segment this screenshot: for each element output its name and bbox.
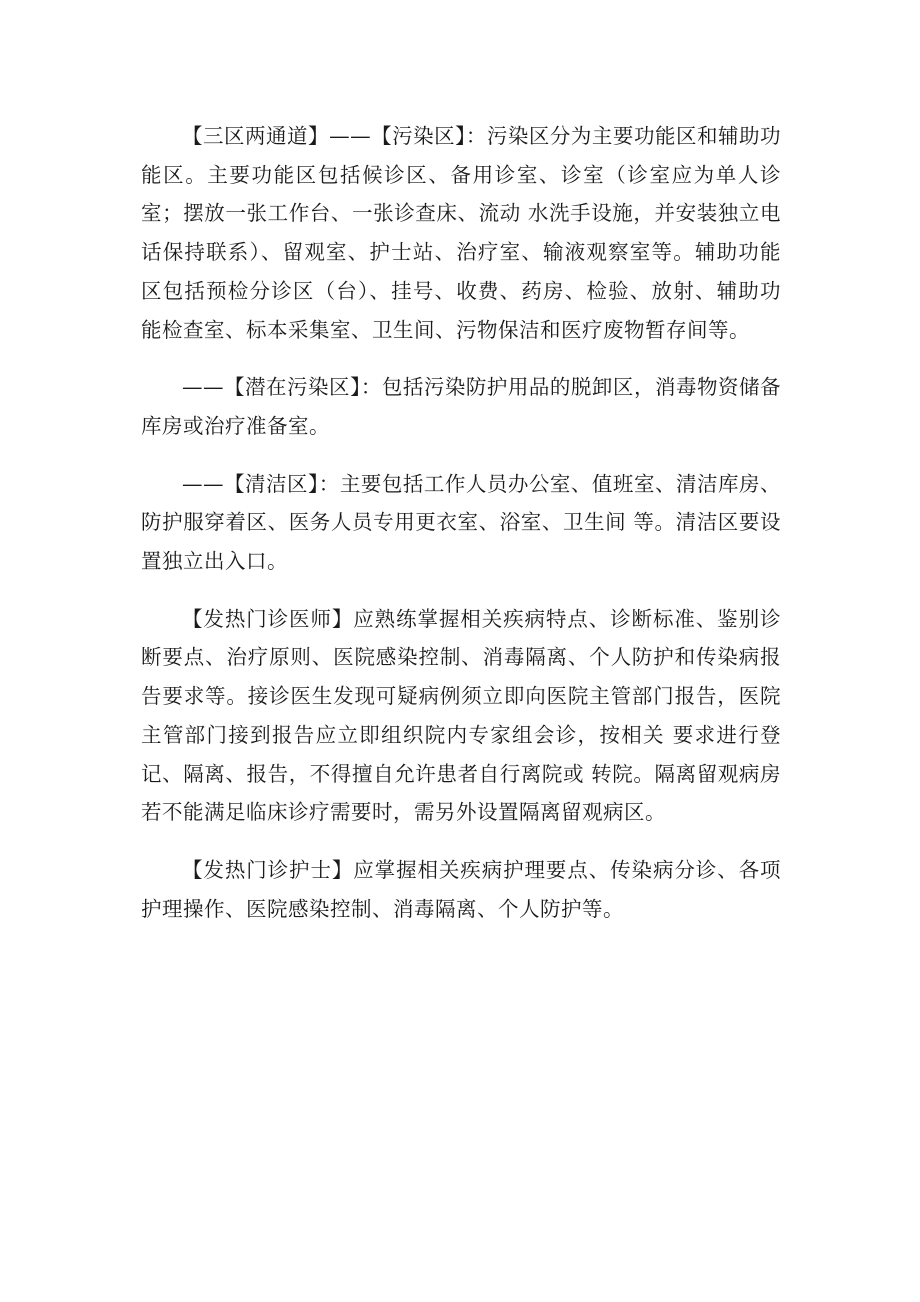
- paragraph-clean-zone: ——【清洁区】：主要包括工作人员办公室、值班室、清洁库房、防护服穿着区、医务人员专用更衣室、浴室、卫生间 等。清洁区要设置独立出入口。: [141, 471, 781, 574]
- document-body: [141, 117, 781, 928]
- paragraph-three-zones-contaminated: 【三区两通道】——【污染区】：污染区分为主要功能区和辅助功能区。主要功能区包括候诊区、备用诊室、诊室（诊室应为单人诊室；摆放一张工作台、一张诊查床、流动 水洗手设施，并安装独立电话保持联系）、留观室、护士站、治疗室、输液观察室等。辅助功能区包括预检分诊区（台）、挂号、收费、药房、检验、放射、辅助功能检查室、标本采集室、卫生间、污物保洁和医疗废物暂存间等。: [141, 124, 781, 342]
- paragraph-potentially-contaminated-zone: ——【潜在污染区】：包括污染防护用品的脱卸区，消毒物资储备库房或治疗准备室。: [141, 375, 781, 438]
- paragraph-fever-clinic-physician: 【发热门诊医师】应熟练掌握相关疾病特点、诊断标准、鉴别诊断要点、治疗原则、医院感染控制、消毒隔离、个人防护和传染病报告要求等。接诊医生发现可疑病例须立即向医院主管部门报告，医院主管部门接到报告应立即组织院内专家组会诊，按相关 要求进行登记、隔离、报告，不得擅自允许患者自行离院或 转院。隔离留观病房若不能满足临床诊疗需要时，需另外设置隔离留观病区。: [141, 606, 781, 825]
- paragraph-fever-clinic-nurse: 【发热门诊护士】应掌握相关疾病护理要点、传染病分诊、各项护理操作、医院感染控制、消毒隔离、个人防护等。: [141, 857, 781, 921]
